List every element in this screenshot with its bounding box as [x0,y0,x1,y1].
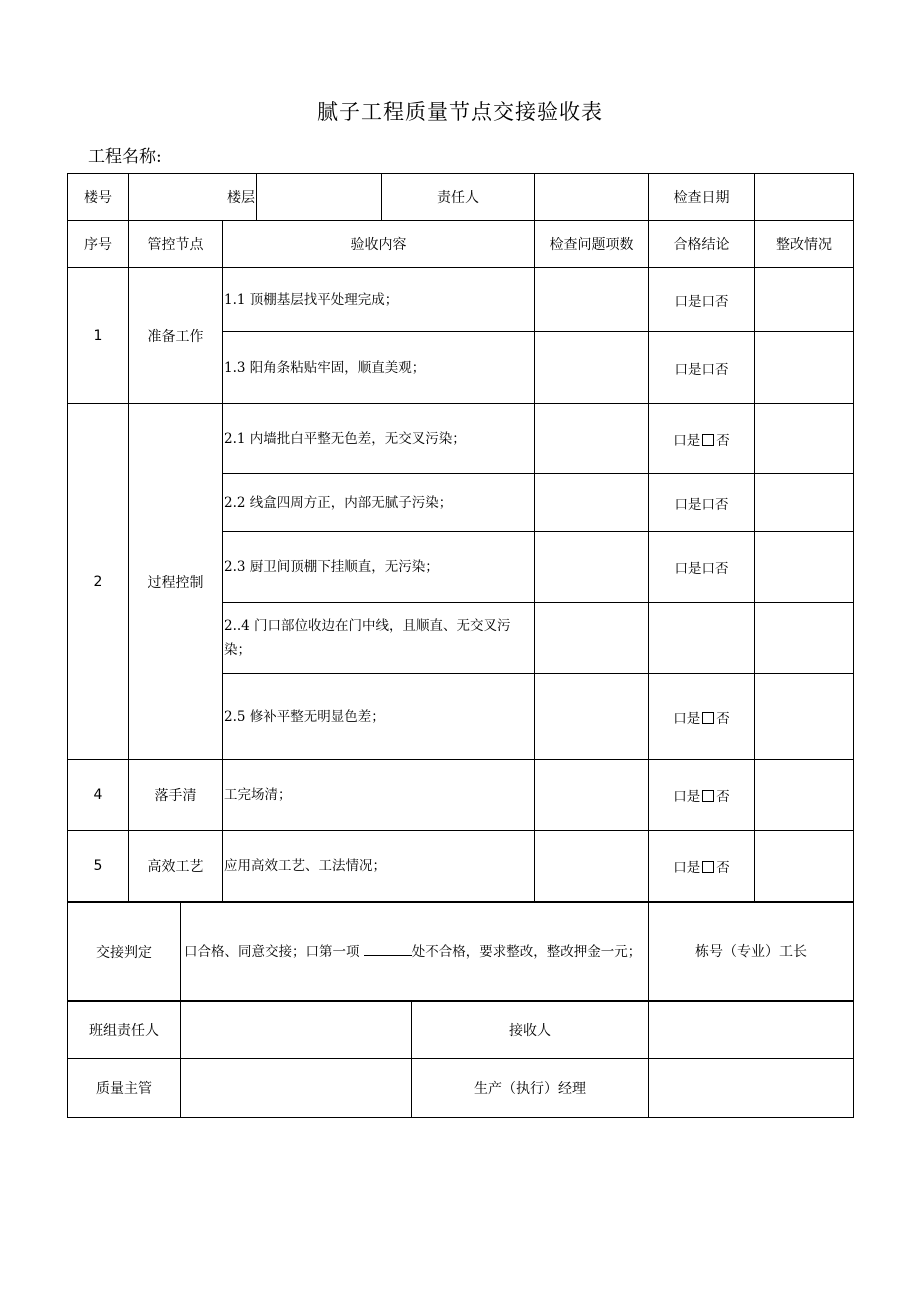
table-row [68,1059,854,1118]
group-seq: 2 [68,404,129,760]
conclusion-checkbox[interactable] [649,760,755,831]
item-content: 应用高效工艺、工法情况； [223,831,535,902]
rectification-cell[interactable] [755,831,854,902]
conclusion-checkbox[interactable] [649,831,755,902]
rectification-cell[interactable] [755,603,854,674]
foreman-label: 栋号（专业）工长 [649,903,854,1002]
rectification-cell[interactable] [755,332,854,404]
checkbox-icon [702,790,714,802]
issue-count-cell[interactable] [535,831,649,902]
defect-count-blank[interactable] [364,941,412,956]
table-row [68,1001,854,1059]
table-row [68,268,854,332]
rectification-cell[interactable] [755,268,854,332]
team-leader-signature[interactable] [181,1001,412,1059]
conclusion-checkbox[interactable]: 口是口否 [649,474,755,532]
conclusion-checkbox[interactable]: 口是口否 [649,532,755,603]
result-yes: 口是 [673,710,701,727]
rectification-cell[interactable] [755,532,854,603]
handover-table [67,902,854,1002]
handover-text-1: 口合格、同意交接；口第一项 [184,944,360,960]
building-no-value[interactable] [129,174,256,220]
issue-count-cell[interactable] [535,603,649,674]
conclusion-checkbox[interactable]: 口是口否 [649,268,755,332]
group-seq: 5 [68,831,129,902]
group-seq: 4 [68,760,129,831]
header-control-node: 管控节点 [129,221,223,268]
item-content: 2.5 修补平整无明显色差； [223,674,535,760]
rectification-cell[interactable] [755,674,854,760]
inspection-date-value[interactable] [755,174,854,221]
group-seq: 1 [68,268,129,404]
item-content: 2.3 厨卫间顶棚下挂顺直，无污染； [223,532,535,603]
rectification-cell[interactable] [755,760,854,831]
responsible-person-label: 责任人 [437,190,479,206]
handover-label: 交接判定 [68,903,181,1002]
issue-count-cell[interactable] [535,474,649,532]
result-no: 否 [716,789,730,805]
production-manager-label: 生产（执行）经理 [412,1059,649,1118]
handover-text-2: 处不合格，要求整改，整改押金一元； [411,944,642,960]
issue-count-cell[interactable] [535,760,649,831]
table-row [68,831,854,902]
conclusion-checkbox[interactable] [649,674,755,760]
issue-count-cell[interactable] [535,332,649,404]
signature-table [67,1000,854,1118]
quality-supervisor-label: 质量主管 [68,1059,181,1118]
item-content: 1.3 阳角条粘贴牢固，顺直美观； [223,332,535,404]
header-conclusion: 合格结论 [649,221,755,268]
inspection-date-label: 检查日期 [649,174,755,221]
floor-value[interactable] [256,174,382,220]
result-yes: 口是 [673,789,701,805]
group-node: 落手清 [129,760,223,831]
rectification-cell[interactable] [755,474,854,532]
document-title: 腻子工程质量节点交接验收表 [317,100,603,124]
header-rectification: 整改情况 [755,221,854,268]
group-node: 过程控制 [129,404,223,760]
responsible-label-cell [382,174,534,220]
result-no: 否 [716,710,730,727]
issue-count-cell[interactable] [535,404,649,474]
item-content: 1.1 顶棚基层找平处理完成； [223,268,535,332]
conclusion-checkbox[interactable] [649,404,755,474]
checkbox-icon [702,861,714,873]
result-yes: 口是 [673,860,701,876]
handover-decision[interactable] [181,903,649,1002]
inspection-table [67,173,854,902]
checkbox-icon [702,712,714,724]
table-row [68,903,854,1002]
item-content: 2.2 线盒四周方正，内部无腻子污染； [223,474,535,532]
rectification-cell[interactable] [755,404,854,474]
project-name-label: 工程名称: [88,147,162,167]
team-leader-label: 班组责任人 [68,1001,181,1059]
issue-count-cell[interactable] [535,268,649,332]
header-content: 验收内容 [223,221,535,268]
header-seq: 序号 [68,221,129,268]
group-node: 高效工艺 [129,831,223,902]
result-yes: 口是 [673,432,701,449]
header-issue-count: 检查问题项数 [535,221,649,268]
issue-count-cell[interactable] [535,532,649,603]
floor-responsible-cell [129,174,535,221]
item-content: 2.1 内墙批白平整无色差，无交叉污染； [223,404,535,474]
conclusion-checkbox[interactable] [649,603,755,674]
quality-supervisor-signature[interactable] [181,1059,412,1118]
item-content: 2..4 门口部位收边在门中线，且顺直、无交叉污染； [223,603,535,674]
responsible-person-value[interactable] [535,174,649,221]
item-content: 工完场清； [223,760,535,831]
checkbox-icon [702,434,714,446]
group-node: 准备工作 [129,268,223,404]
issue-count-cell[interactable] [535,674,649,760]
floor-label: 楼层 [227,190,255,206]
production-manager-signature[interactable] [649,1059,854,1118]
conclusion-checkbox[interactable]: 口是口否 [649,332,755,404]
result-no: 否 [716,432,730,449]
table-row [68,404,854,474]
receiver-label: 接收人 [412,1001,649,1059]
table-row [68,760,854,831]
receiver-signature[interactable] [649,1001,854,1059]
result-no: 否 [716,860,730,876]
building-no-label: 楼号 [68,174,129,221]
